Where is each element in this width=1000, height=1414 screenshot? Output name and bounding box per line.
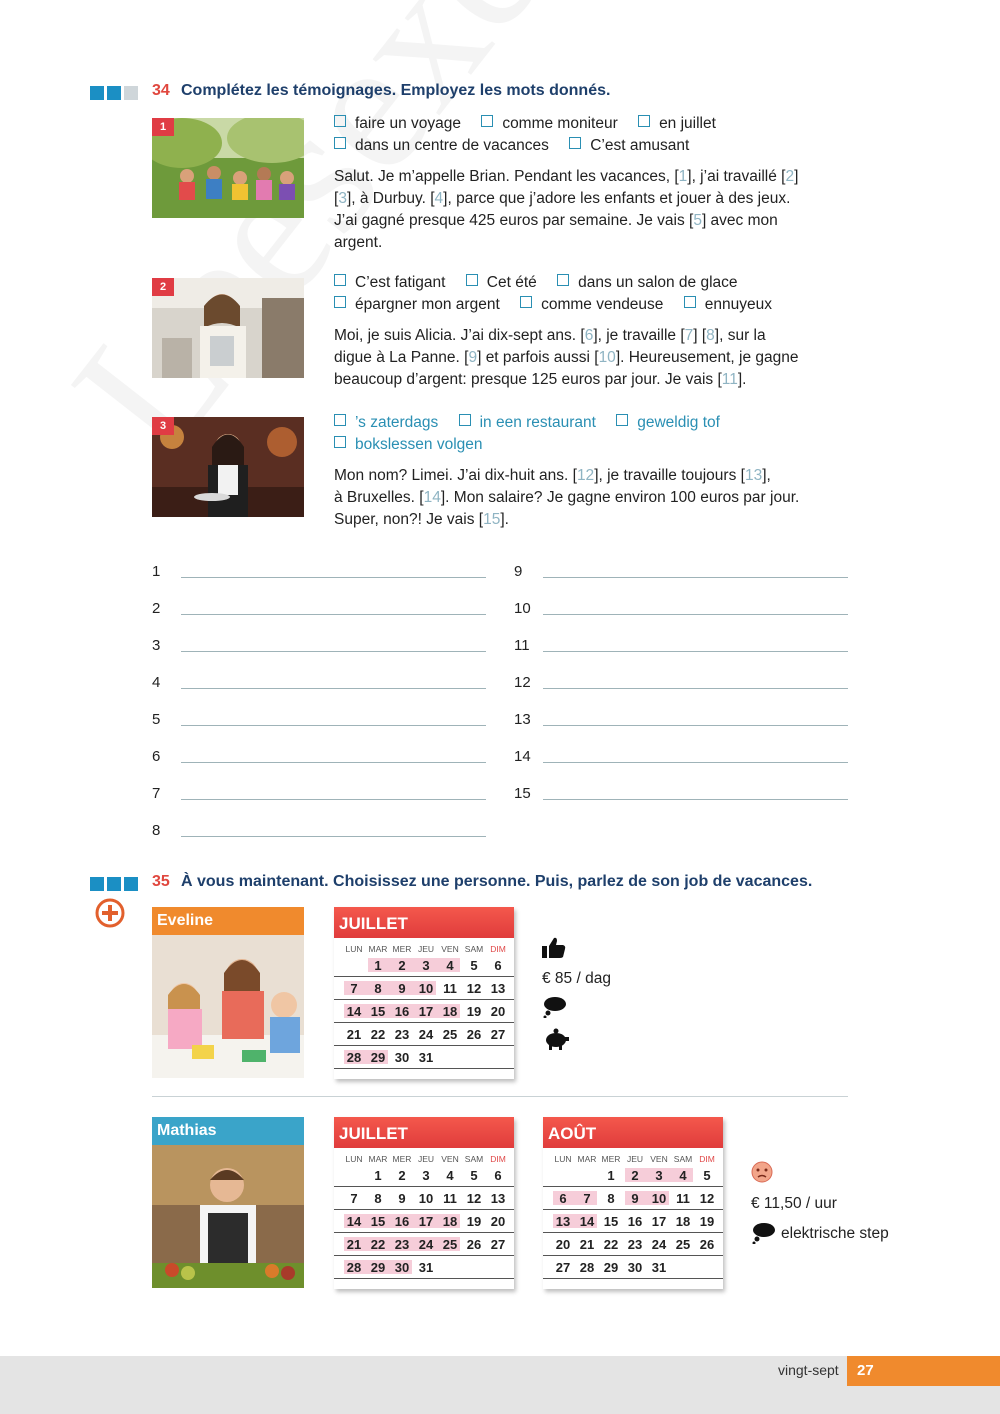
- calendar-day: 2: [398, 1167, 406, 1183]
- calendar-day: 15: [603, 1213, 619, 1229]
- calendar-week: [334, 1164, 514, 1187]
- calendar-day: 25: [442, 1236, 458, 1252]
- weekday-label: LUN: [345, 944, 363, 954]
- calendar-day: 4: [446, 1167, 454, 1183]
- answer-line[interactable]: [181, 725, 486, 726]
- exercise-number: 35: [152, 873, 170, 890]
- calendar-day: 16: [394, 1213, 410, 1229]
- answer-line[interactable]: [543, 614, 848, 615]
- photo-kids-outdoors: [152, 118, 304, 218]
- word-option[interactable]: en juillet: [638, 113, 716, 135]
- calendar-week: [334, 954, 514, 977]
- answer-number: 8: [152, 822, 161, 839]
- difficulty-indicator: [90, 877, 140, 891]
- weekday-label: DIM: [490, 944, 506, 954]
- checkbox-icon[interactable]: [520, 296, 532, 308]
- answer-number: 10: [514, 600, 531, 617]
- calendar-day: 20: [555, 1236, 571, 1252]
- calendar-mathias-august: [543, 1117, 723, 1289]
- calendar-day: 11: [443, 980, 457, 996]
- calendar-day: 24: [418, 1026, 434, 1042]
- answer-number: 11: [514, 637, 530, 654]
- calendar-eveline-july: [334, 907, 514, 1079]
- exercise-item-badge: 3: [152, 417, 174, 435]
- text-line: Moi, je suis Alicia. J’ai dix-sept ans. [6], je travaille [7] [8], sur la: [334, 327, 766, 344]
- answer-number: 6: [152, 748, 161, 765]
- calendar-day: 13: [490, 980, 506, 996]
- calendar-day: 5: [470, 957, 478, 973]
- word-option[interactable]: Cet été: [466, 272, 537, 294]
- calendar-day: 7: [583, 1190, 591, 1206]
- calendar-day: 21: [346, 1026, 362, 1042]
- checkbox-icon[interactable]: [334, 296, 346, 308]
- calendar-month: JUILLET: [334, 1117, 514, 1148]
- checkbox-icon[interactable]: [334, 436, 346, 448]
- answer-line[interactable]: [543, 799, 848, 800]
- calendar-day: 15: [370, 1213, 386, 1229]
- calendar-day: 4: [679, 1167, 687, 1183]
- checkbox-icon[interactable]: [334, 414, 346, 426]
- word-option[interactable]: in een restaurant: [459, 412, 596, 434]
- calendar-week: [334, 1046, 514, 1069]
- calendar-day: 14: [579, 1213, 595, 1229]
- calendar-day: 16: [627, 1213, 643, 1229]
- calendar-day: 18: [442, 1213, 458, 1229]
- answer-line[interactable]: [181, 614, 486, 615]
- calendar-week: [334, 1210, 514, 1233]
- word-option[interactable]: épargner mon argent: [334, 294, 500, 316]
- answer-number: 14: [514, 748, 531, 765]
- calendar-day: 3: [422, 1167, 430, 1183]
- word-option[interactable]: C’est amusant: [569, 135, 689, 157]
- word-option[interactable]: dans un salon de glace: [557, 272, 737, 294]
- weekday-label: MER: [392, 944, 412, 954]
- checkbox-icon[interactable]: [638, 115, 650, 127]
- calendar-day: 24: [418, 1236, 434, 1252]
- calendar-week: [334, 977, 514, 1000]
- calendar-week: [543, 1233, 723, 1256]
- calendar-day: 26: [699, 1236, 715, 1252]
- calendar-day: 23: [394, 1236, 410, 1252]
- exercise-number: 34: [152, 82, 170, 99]
- calendar-week: [543, 1164, 723, 1187]
- answer-number: 15: [514, 785, 531, 802]
- calendar-day: 14: [346, 1003, 362, 1019]
- text-line: J’ai gagné presque 425 euros par semaine. Je vais [5] avec mon: [334, 212, 778, 229]
- text-line: Super, non?! Je vais [15].: [334, 511, 509, 528]
- divider: [152, 1096, 848, 1097]
- word-option[interactable]: geweldig tof: [616, 412, 720, 434]
- weekday-label: VEN: [441, 944, 459, 954]
- calendar-day: 23: [394, 1026, 410, 1042]
- checkbox-icon[interactable]: [616, 414, 628, 426]
- calendar-day: 17: [418, 1213, 434, 1229]
- calendar-day: 27: [490, 1236, 506, 1252]
- calendar-day: 10: [651, 1190, 667, 1206]
- thought-cloud-icon: [751, 1222, 777, 1249]
- weekday-label: MER: [601, 1154, 621, 1164]
- checkbox-icon[interactable]: [459, 414, 471, 426]
- answer-line[interactable]: [181, 651, 486, 652]
- exercise-item-badge: 2: [152, 278, 174, 296]
- checkbox-icon[interactable]: [334, 137, 346, 149]
- checkbox-icon[interactable]: [569, 137, 581, 149]
- calendar-day: 7: [350, 1190, 358, 1206]
- calendar-day: 11: [676, 1190, 690, 1206]
- calendar-day: 22: [370, 1236, 386, 1252]
- text-line: digue à La Panne. [9] et parfois aussi [10]. Heureusement, je gagne: [334, 349, 799, 366]
- calendar-weekday-row: [334, 1148, 514, 1164]
- calendar-week: [543, 1256, 723, 1279]
- calendar-day: 26: [466, 1026, 482, 1042]
- calendar-day: 9: [398, 1190, 406, 1206]
- calendar-day: 7: [350, 980, 358, 996]
- calendar-day: 6: [494, 957, 502, 973]
- salary-mathias: € 11,50 / uur: [751, 1195, 837, 1212]
- calendar-week: [543, 1210, 723, 1233]
- weekday-label: JEU: [626, 1154, 644, 1164]
- weekday-label: DIM: [490, 1154, 506, 1164]
- answer-number: 3: [152, 637, 161, 654]
- calendar-day: 16: [394, 1003, 410, 1019]
- text-line: beaucoup d’argent: presque 125 euros par jour. Je vais [11].: [334, 371, 747, 388]
- calendar-day: 24: [651, 1236, 667, 1252]
- calendar-day: 1: [374, 957, 382, 973]
- calendar-day: 5: [703, 1167, 711, 1183]
- calendar-day: 8: [374, 1190, 382, 1206]
- calendar-day: 31: [418, 1049, 434, 1065]
- checkbox-icon[interactable]: [481, 115, 493, 127]
- calendar-day: 19: [699, 1213, 715, 1229]
- calendar-day: 9: [631, 1190, 639, 1206]
- calendar-day: 1: [607, 1167, 615, 1183]
- calendar-day: 22: [603, 1236, 619, 1252]
- calendar-day: 28: [579, 1259, 595, 1275]
- answer-number: 7: [152, 785, 161, 802]
- calendar-day: 19: [466, 1213, 482, 1229]
- calendar-day: 5: [470, 1167, 478, 1183]
- photo-ice-cream-seller: [152, 278, 304, 378]
- weekday-label: MAR: [368, 1154, 388, 1164]
- calendar-day: 31: [418, 1259, 434, 1275]
- calendar-day: 28: [346, 1259, 362, 1275]
- calendar-day: 3: [655, 1167, 663, 1183]
- calendar-day: 25: [675, 1236, 691, 1252]
- text-line: argent.: [334, 234, 383, 251]
- difficulty-indicator: [90, 86, 140, 100]
- calendar-week: [334, 1023, 514, 1046]
- testimony-limei: [334, 465, 834, 531]
- calendar-week: [334, 1256, 514, 1279]
- exercise-title: À vous maintenant. Choisissez une personne. Puis, parlez de son job de vacances.: [181, 873, 813, 890]
- page-number: 27: [847, 1356, 1000, 1386]
- answer-line[interactable]: [543, 725, 848, 726]
- checkbox-icon[interactable]: [557, 274, 569, 286]
- calendar-day: 4: [446, 957, 454, 973]
- text-line: à Bruxelles. [14]. Mon salaire? Je gagne environ 100 euros par jour.: [334, 489, 800, 506]
- calendar-day: 2: [631, 1167, 639, 1183]
- calendar-day: 29: [370, 1049, 386, 1065]
- weekday-label: MAR: [368, 944, 388, 954]
- weekday-label: VEN: [441, 1154, 459, 1164]
- calendar-day: 30: [627, 1259, 643, 1275]
- word-options-2: [334, 272, 854, 316]
- word-option[interactable]: dans un centre de vacances: [334, 135, 549, 157]
- calendar-week: [334, 1000, 514, 1023]
- word-option[interactable]: faire un voyage: [334, 113, 461, 135]
- word-option[interactable]: comme vendeuse: [520, 294, 663, 316]
- answer-line[interactable]: [543, 762, 848, 763]
- calendar-day: 30: [394, 1049, 410, 1065]
- piggy-bank-icon: [542, 1028, 570, 1055]
- calendar-day: 6: [559, 1190, 567, 1206]
- word-options-3: [334, 412, 854, 456]
- answer-line[interactable]: [181, 762, 486, 763]
- person-name-mathias: Mathias: [152, 1117, 304, 1145]
- answer-line[interactable]: [181, 688, 486, 689]
- weekday-label: JEU: [417, 1154, 435, 1164]
- checkbox-icon[interactable]: [684, 296, 696, 308]
- calendar-day: 29: [603, 1259, 619, 1275]
- photo-waitress: [152, 417, 304, 517]
- calendar-day: 14: [346, 1213, 362, 1229]
- calendar-day: 12: [699, 1190, 715, 1206]
- word-option[interactable]: comme moniteur: [481, 113, 617, 135]
- answer-line[interactable]: [543, 688, 848, 689]
- calendar-day: 28: [346, 1049, 362, 1065]
- person-name-eveline: Eveline: [152, 907, 304, 935]
- answer-line[interactable]: [543, 577, 848, 578]
- answer-number: 9: [514, 563, 523, 580]
- calendar-day: 31: [651, 1259, 667, 1275]
- calendar-mathias-july: [334, 1117, 514, 1289]
- text-line: Salut. Je m’appelle Brian. Pendant les vacances, [1], j’ai travaillé [2]: [334, 168, 799, 185]
- calendar-month: JUILLET: [334, 907, 514, 938]
- dream-mathias: elektrische step: [781, 1225, 889, 1242]
- photo-eveline-monitor: [152, 935, 304, 1078]
- calendar-day: 22: [370, 1026, 386, 1042]
- calendar-day: 2: [398, 957, 406, 973]
- thought-cloud-icon: [542, 996, 568, 1023]
- sick-face-icon: [751, 1161, 773, 1188]
- salary-eveline: € 85 / dag: [542, 970, 611, 987]
- calendar-day: 27: [490, 1026, 506, 1042]
- answer-number: 5: [152, 711, 161, 728]
- calendar-day: 13: [555, 1213, 571, 1229]
- calendar-day: 23: [627, 1236, 643, 1252]
- answer-number: 1: [152, 563, 161, 580]
- weekday-label: VEN: [650, 1154, 668, 1164]
- answer-line[interactable]: [181, 799, 486, 800]
- checkbox-icon[interactable]: [334, 274, 346, 286]
- calendar-month: AOÛT: [543, 1117, 723, 1148]
- calendar-day: 13: [490, 1190, 506, 1206]
- testimony-alicia: [334, 325, 834, 391]
- calendar-day: 12: [466, 1190, 482, 1206]
- calendar-day: 21: [346, 1236, 362, 1252]
- calendar-day: 30: [394, 1259, 410, 1275]
- calendar-day: 27: [555, 1259, 571, 1275]
- calendar-day: 3: [422, 957, 430, 973]
- calendar-week: [334, 1233, 514, 1256]
- calendar-day: 12: [466, 980, 482, 996]
- calendar-day: 10: [418, 980, 434, 996]
- weekday-label: DIM: [699, 1154, 715, 1164]
- answer-line[interactable]: [543, 651, 848, 652]
- photo-mathias-seller: [152, 1145, 304, 1288]
- answer-line[interactable]: [181, 836, 486, 837]
- answer-number: 4: [152, 674, 161, 691]
- checkbox-icon[interactable]: [334, 115, 346, 127]
- answer-line[interactable]: [181, 577, 486, 578]
- word-option[interactable]: ennuyeux: [684, 294, 772, 316]
- checkbox-icon[interactable]: [466, 274, 478, 286]
- weekday-label: JEU: [417, 944, 435, 954]
- calendar-day: 10: [418, 1190, 434, 1206]
- testimony-brian: [334, 166, 834, 254]
- calendar-day: 1: [374, 1167, 382, 1183]
- calendar-day: 25: [442, 1026, 458, 1042]
- word-options-1: [334, 113, 854, 157]
- calendar-day: 20: [490, 1003, 506, 1019]
- calendar-day: 9: [398, 980, 406, 996]
- calendar-day: 8: [607, 1190, 615, 1206]
- page-word: vingt-sept: [778, 1362, 839, 1378]
- word-option[interactable]: C’est fatigant: [334, 272, 445, 294]
- exercise-title: Complétez les témoignages. Employez les mots donnés.: [181, 82, 611, 99]
- calendar-day: 15: [370, 1003, 386, 1019]
- word-option[interactable]: bokslessen volgen: [334, 434, 483, 456]
- calendar-day: 21: [579, 1236, 595, 1252]
- calendar-day: 11: [443, 1190, 457, 1206]
- weekday-label: MER: [392, 1154, 412, 1164]
- calendar-day: 6: [494, 1167, 502, 1183]
- calendar-day: 26: [466, 1236, 482, 1252]
- plus-icon: [95, 898, 125, 928]
- calendar-day: 20: [490, 1213, 506, 1229]
- calendar-week: [334, 1187, 514, 1210]
- calendar-day: 17: [651, 1213, 667, 1229]
- answer-number: 13: [514, 711, 531, 728]
- calendar-day: 19: [466, 1003, 482, 1019]
- word-option[interactable]: ’s zaterdags: [334, 412, 438, 434]
- weekday-label: MAR: [577, 1154, 597, 1164]
- weekday-label: SAM: [673, 1154, 693, 1164]
- text-line: [3], à Durbuy. [4], parce que j’adore les enfants et jouer à des jeux.: [334, 190, 791, 207]
- weekday-label: SAM: [464, 1154, 484, 1164]
- calendar-weekday-row: [334, 938, 514, 954]
- weekday-label: SAM: [464, 944, 484, 954]
- calendar-weekday-row: [543, 1148, 723, 1164]
- thumbs-up-icon: [542, 937, 566, 964]
- answer-number: 2: [152, 600, 161, 617]
- calendar-day: 8: [374, 980, 382, 996]
- weekday-label: LUN: [345, 1154, 363, 1164]
- weekday-label: LUN: [554, 1154, 572, 1164]
- text-line: Mon nom? Limei. J’ai dix-huit ans. [12], je travaille toujours [13],: [334, 467, 771, 484]
- calendar-day: 18: [675, 1213, 691, 1229]
- calendar-week: [543, 1187, 723, 1210]
- calendar-day: 17: [418, 1003, 434, 1019]
- exercise-item-badge: 1: [152, 118, 174, 136]
- answer-number: 12: [514, 674, 531, 691]
- calendar-day: 29: [370, 1259, 386, 1275]
- calendar-day: 18: [442, 1003, 458, 1019]
